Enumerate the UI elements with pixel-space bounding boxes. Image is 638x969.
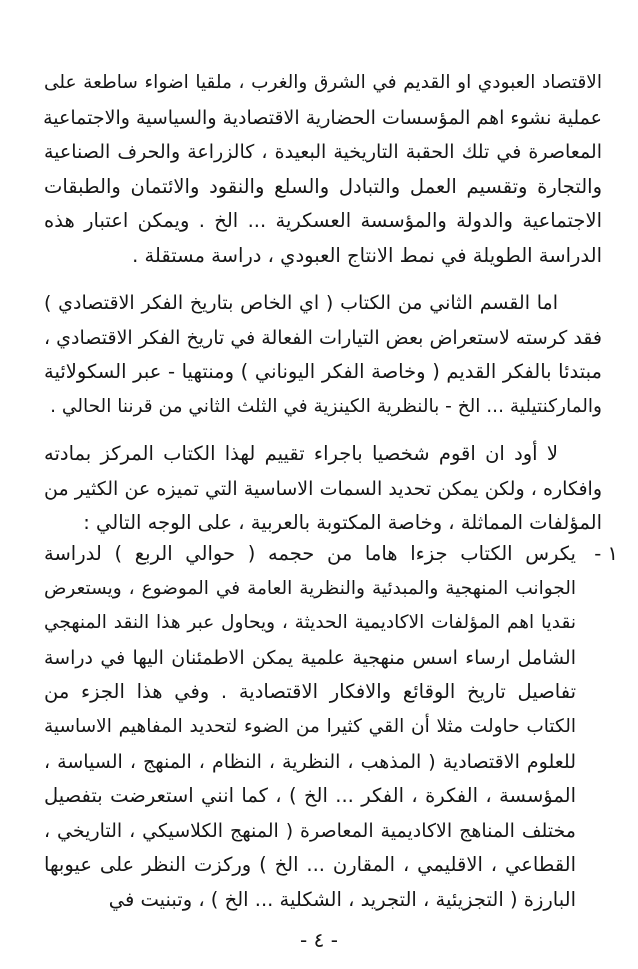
paragraph-2 <box>44 286 602 424</box>
text-line: المؤسسة ، الفكرة ، الفكر ... الخ ) ، كما انني استعرضت بتفصيل <box>44 784 576 808</box>
page-number: - ٤ - <box>300 928 338 952</box>
text-line: المؤلفات المماثلة ، وخاصة المكتوبة بالعربية ، على الوجه التالي : <box>83 511 602 535</box>
text-line: تفاصيل تاريخ الوقائع والافكار الاقتصادية . وفي هذا الجزء من <box>44 680 576 704</box>
paragraph-1 <box>44 66 602 274</box>
text-line: الشامل ارساء اسس منهجية علمية يمكن الاطمئنان اليها في دراسة <box>44 646 576 669</box>
text-line: المعاصرة في تلك الحقبة التاريخية البعيدة ، كالزراعة والحرف الصناعية <box>44 141 602 164</box>
paragraph-3 <box>44 437 602 541</box>
text-line: الجوانب المنهجية والمبدئية والنظرية العامة في الموضوع ، ويستعرض <box>44 577 576 599</box>
item-number: ١ - <box>594 542 618 565</box>
text-line: البارزة ( التجزيئية ، التجريد ، الشكلية ... الخ ) ، وتبنيت في <box>108 887 576 911</box>
text-line: يكرس الكتاب جزءا هاما من حجمه ( حوالي الربع ) لدراسة <box>44 542 576 565</box>
text-line: الكتاب حاولت مثلا أن القي كثيرا من الضوء لتحديد المفاهيم الاساسية <box>44 715 576 737</box>
text-line: والتجارة وتقسيم العمل والتبادل والسلع والنقود والائتمان والطبقات <box>44 174 602 198</box>
numbered-item-1 <box>44 537 618 918</box>
text-line: اما القسم الثاني من الكتاب ( اي الخاص بتاريخ الفكر الاقتصادي ) <box>44 292 558 314</box>
text-line: والماركنتيلية ... الخ - بالنظرية الكينزية في الثلث الثاني من قرننا الحالي . <box>50 395 602 417</box>
text-line: الاجتماعية والدولة والمؤسسة العسكرية ... الخ . ويمكن اعتبار هذه <box>44 209 602 233</box>
text-line: مبتدئا بالفكر القديم ( وخاصة الفكر اليوناني ) ومنتهيا - عبر السكولائية <box>44 360 602 384</box>
text-line: وافكاره ، ولكن يمكن تحديد السمات الاساسية التي تميزه عن الكثير من <box>44 477 602 500</box>
text-line: لا أود ان اقوم شخصيا باجراء تقييم لهذا الكتاب المركز بمادته <box>44 442 558 465</box>
text-line: للعلوم الاقتصادية ( المذهب ، النظرية ، النظام ، المنهج ، السياسة ، <box>44 750 576 773</box>
text-line: مختلف المناهج الاكاديمية المعاصرة ( المنهج الكلاسيكي ، التاريخي ، <box>44 819 576 842</box>
text-line: الاقتصاد العبودي او القديم في الشرق والغرب ، ملقيا اضواء ساطعة على <box>44 72 602 93</box>
text-line: عملية نشوء اهم المؤسسات الحضارية الاقتصادية والسياسية والاجتماعية <box>43 106 602 129</box>
text-line: نقديا اهم المؤلفات الاكاديمية الحديثة ، ويحاول عبر هذا النقد المنهجي <box>44 612 576 634</box>
text-line: فقد كرسته لاستعراض بعض التيارات الفعالة في تاريخ الفكر الاقتصادي ، <box>44 326 602 349</box>
text-line: القطاعي ، الاقليمي ، المقارن ... الخ ) وركزت النظر على عيوبها <box>44 853 576 877</box>
text-line: الدراسة الطويلة في نمط الانتاج العبودي ، دراسة مستقلة . <box>132 243 602 267</box>
